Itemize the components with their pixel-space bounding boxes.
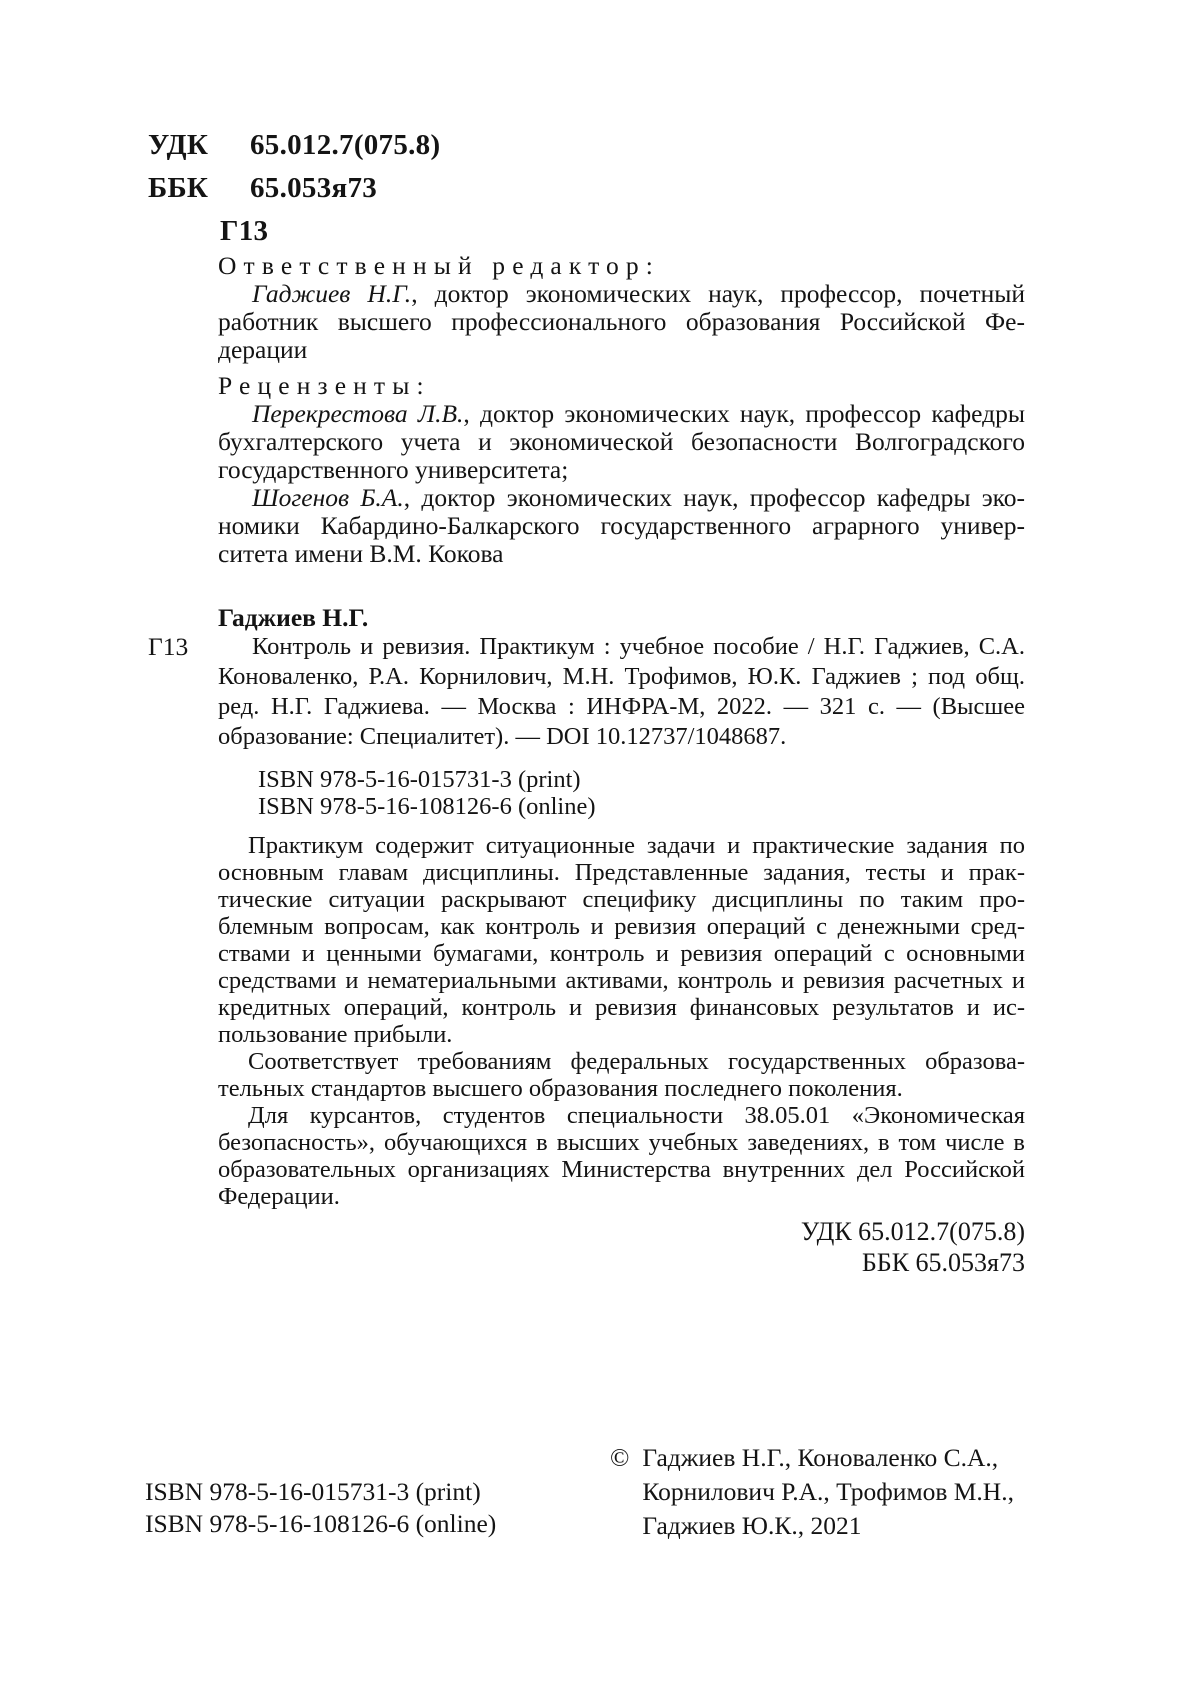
editor-description: , доктор экономических наук, профессор, почетный работник высшего профессионального образования Российской Федерации: [218, 279, 1025, 364]
catalog-description: Контроль и ревизия. Практикум : учебное пособие / Н.Г. Гаджиев, С.А. Коноваленко, Р.А. Корнилович, М.Н. Трофимов, Ю.К. Гаджиев ; под общ. ред. Н.Г. Гаджиева. — Москва : ИНФРА-М, 2022. — 321 с. — (Высшее образование: Специалитет). — DOI 10.12737/1048687.: [218, 633, 1025, 750]
footer-isbn-print-line: ISBN 978-5-16-015731-3 (print): [145, 1477, 481, 1506]
copyright-block: [610, 1441, 1014, 1543]
bbk-value: 65.053я73: [250, 172, 378, 204]
isbn-print-line: ISBN 978-5-16-015731-3 (print): [258, 766, 581, 793]
annotation-paragraph: Для курсантов, студентов специальности 38.05.01 «Экономическая безопасность», обучающихся в высших учебных заведениях, в том числе в образовательных организациях Министерства внутренних дел Российской Федерации.: [218, 1102, 1025, 1210]
copyright-line: Гаджиев Н.Г., Коноваленко С.А.,: [642, 1443, 999, 1472]
footer-isbn-online-line: ISBN 978-5-16-108126-6 (online): [145, 1509, 497, 1538]
copyright-line: Гаджиев Ю.К., 2021: [642, 1511, 862, 1540]
reviewer-name: Перекрестова Л.В.: [252, 399, 464, 428]
bbk-line: [148, 167, 440, 210]
copyright-holders: [642, 1441, 1014, 1543]
udk-repeat-line: УДК 65.012.7(075.8): [800, 1217, 1025, 1246]
annotation-paragraph: Соответствует требованиям федеральных государственных образовательных стандартов высшего образования последнего поколения.: [218, 1048, 1025, 1102]
footer-isbn-block: [145, 1476, 496, 1540]
bbk-repeat-line: ББК 65.053я73: [861, 1248, 1025, 1277]
author-sign-code: Г13: [220, 215, 269, 247]
editor-entry: [218, 280, 1025, 364]
editor-name: Гаджиев Н.Г.: [252, 279, 412, 308]
catalog-entry: [148, 632, 1025, 752]
copyright-symbol: ©: [610, 1443, 630, 1472]
reviewers-heading: Рецензенты:: [218, 371, 431, 400]
bbk-label: ББК: [148, 172, 209, 204]
reviewer-entry: [218, 400, 1025, 484]
reviewer-description: , доктор экономических наук, профессор кафедры бухгалтерского учета и экономической безопасности Волгоградского государственного университета;: [218, 399, 1026, 484]
classification-block: [148, 124, 440, 253]
udk-label: УДК: [148, 129, 209, 161]
udk-line: [148, 124, 440, 167]
reviewer-description: , доктор экономических наук, профессор кафедры экономики Кабардино-Балкарского государственного аграрного университета имени В.М. Кокова: [218, 483, 1025, 568]
reviewer-name: Шогенов Б.А.: [252, 483, 404, 512]
main-text-column: [148, 251, 1026, 1210]
catalog-code: Г13: [148, 632, 189, 661]
isbn-block: [218, 766, 1025, 820]
copyright-line: Корнилович Р.А., Трофимов М.Н.,: [642, 1477, 1014, 1506]
annotation-paragraph: Практикум содержит ситуационные задачи и практические задания по основным главам дисциплины. Представленные задания, тесты и практические ситуации раскрывают специфику дисциплины по таким проблемным вопросам, как контроль и ревизия операций с денежными средствами и ценными бумагами, контроль и ревизия операций с основными средствами и нематериальными активами, контроль и ревизия расчетных и кредитных операций, контроль и ревизия финансовых результатов и использование прибыли.: [218, 832, 1025, 1048]
reviewer-entry: [218, 484, 1025, 568]
udk-value: 65.012.7(075.8): [250, 129, 441, 161]
editor-heading: Ответственный редактор:: [218, 251, 661, 280]
isbn-online-line: ISBN 978-5-16-108126-6 (online): [258, 793, 596, 820]
classification-repeat-block: [801, 1216, 1025, 1278]
catalog-author-header: Гаджиев Н.Г.: [218, 603, 369, 632]
